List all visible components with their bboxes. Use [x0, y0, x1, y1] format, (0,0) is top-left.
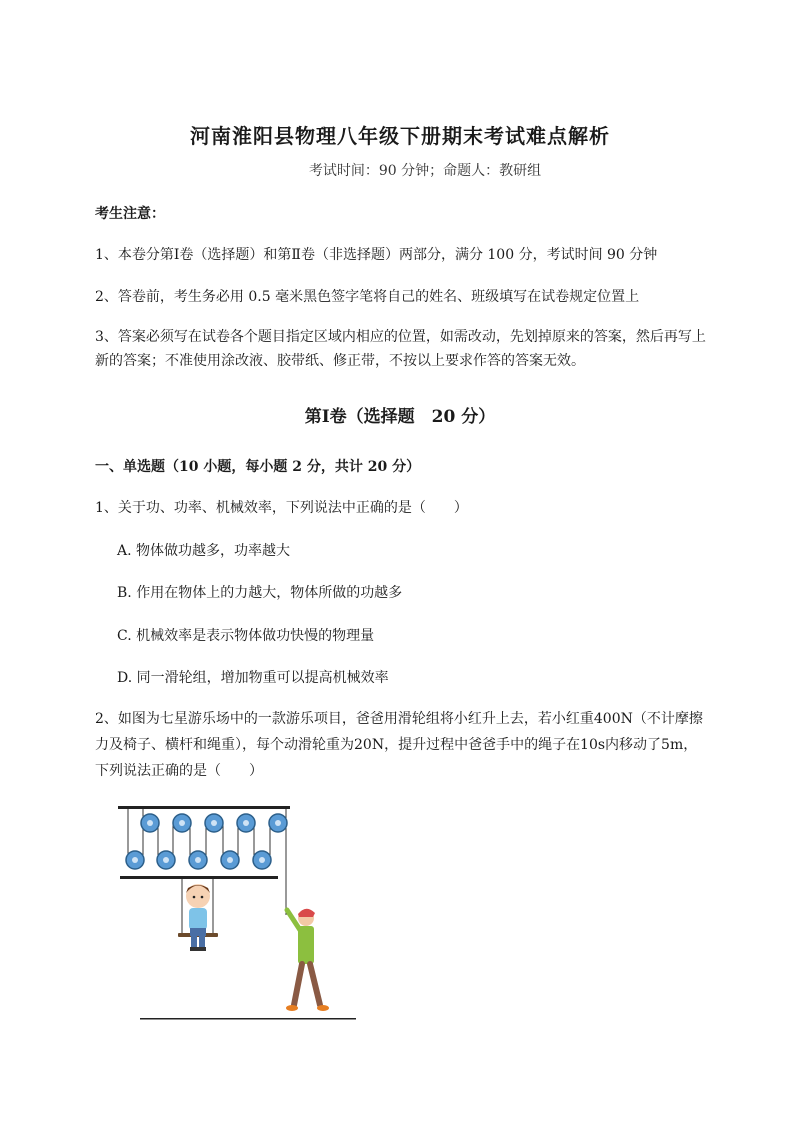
- question-1-stem: 1、关于功、功率、机械效率，下列说法中正确的是（ ）: [95, 500, 468, 516]
- notice-item-3: 3、答案必须写在试卷各个题目指定区域内相应的位置，如需改动，先划掉原来的答案，然后再写上新的答案；不准使用涂改液、胶带纸、修正带，不按以上要求作答的答案无效。: [95, 329, 706, 369]
- notice-heading: 考生注意：: [95, 206, 165, 222]
- section-title: 第Ⅰ卷（选择题 20 分）: [304, 407, 496, 427]
- question-2-stem: 2、如图为七星游乐场中的一款游乐项目，爸爸用滑轮组将小红升上去，若小红重400N（不计摩擦力及椅子、横杆和绳重），每个动滑轮重为20N，提升过程中爸爸手中的绳子在10s内移动了5m，下列说法正确的是（ ）: [95, 711, 703, 779]
- question-1-option-c: C. 机械效率是表示物体做功快慢的物理量: [117, 628, 375, 644]
- notice-item-2: 2、答卷前，考生务必用 0.5 毫米黑色签字笔将自己的姓名、班级填写在试卷规定位置上: [95, 289, 640, 305]
- question-1-option-d: D. 同一滑轮组，增加物重可以提高机械效率: [117, 670, 389, 686]
- part-heading: 一、单选题（10 小题，每小题 2 分，共计 20 分）: [95, 459, 421, 475]
- page-title: 河南淮阳县物理八年级下册期末考试难点解析: [190, 124, 610, 148]
- exam-info: 考试时间：90 分钟；命题人：教研组: [308, 163, 542, 179]
- question-1-option-a: A. 物体做功越多，功率越大: [117, 543, 291, 559]
- question-1-option-b: B. 作用在物体上的力越大，物体所做的功越多: [117, 585, 403, 601]
- notice-item-1: 1、本卷分第Ⅰ卷（选择题）和第Ⅱ卷（非选择题）两部分，满分 100 分，考试时间 90 分钟: [95, 247, 658, 263]
- pulley-illustration: [110, 800, 360, 1025]
